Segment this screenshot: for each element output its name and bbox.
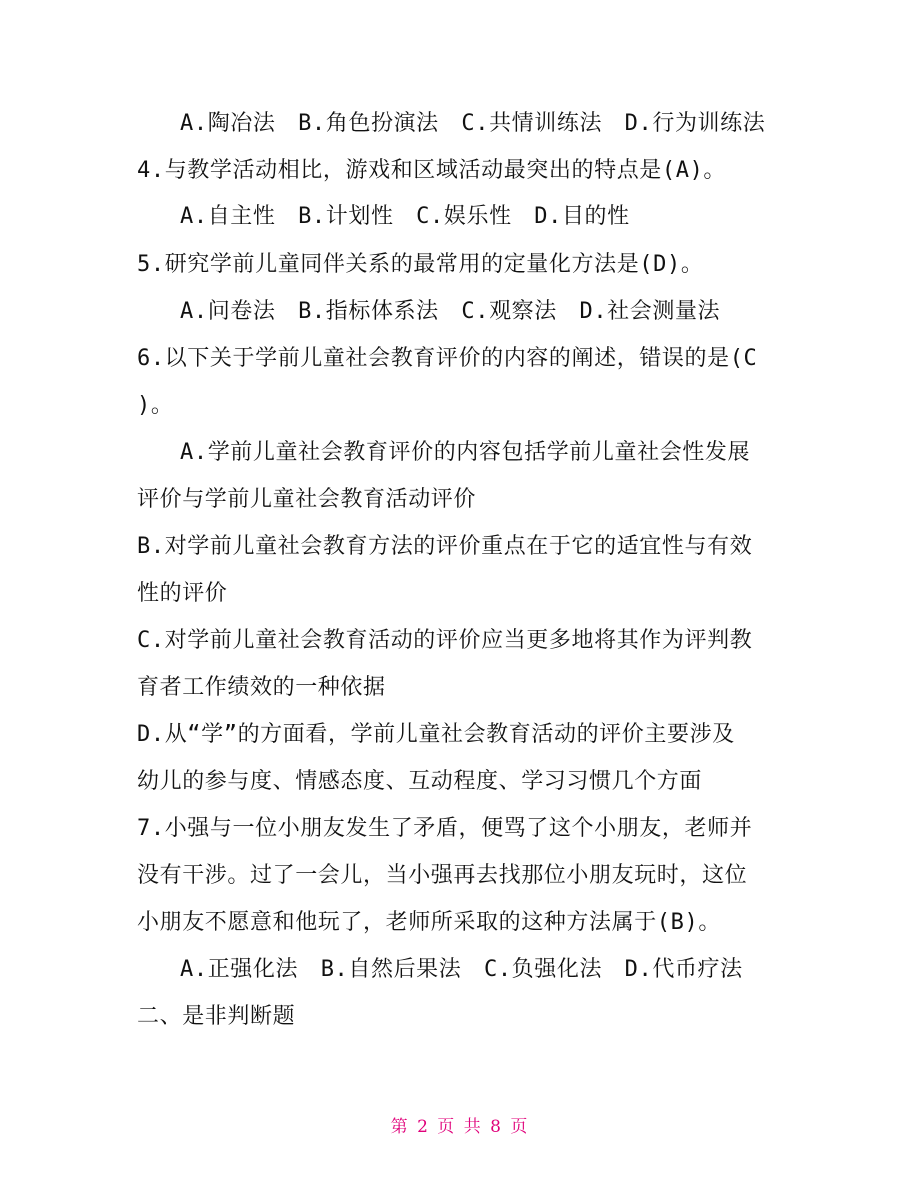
q6-option-c-line2: 育者工作绩效的一种依据 — [137, 675, 386, 700]
q5-question: 5.研究学前儿童同伴关系的最常用的定量化方法是(D)。 — [137, 252, 704, 277]
q7-question-line2: 没有干涉。过了一会儿，当小强再去找那位小朋友玩时，这位 — [137, 863, 748, 888]
q4-question: 4.与教学活动相比，游戏和区域活动最突出的特点是(A)。 — [137, 158, 727, 183]
q6-option-d-line1: D.从“学”的方面看，学前儿童社会教育活动的评价主要涉及 — [137, 722, 735, 747]
q7-question-line1: 7.小强与一位小朋友发生了矛盾，便骂了这个小朋友，老师并 — [137, 816, 753, 841]
q7-question-line3: 小朋友不愿意和他玩了，老师所采取的这种方法属于(B)。 — [137, 910, 721, 935]
q6-question-line1: 6.以下关于学前儿童社会教育评价的内容的阐述，错误的是(C — [137, 346, 758, 371]
q6-option-d-line2: 幼儿的参与度、情感态度、互动程度、学习习惯几个方面 — [137, 769, 703, 794]
q6-option-b-line1: B.对学前儿童社会教育方法的评价重点在于它的适宜性与有效 — [137, 534, 753, 559]
section-heading: 二、是非判断题 — [137, 1004, 296, 1029]
q6-option-a-line1: A.学前儿童社会教育评价的内容包括学前儿童社会性发展 — [180, 440, 751, 465]
q5-options: A.问卷法 B.指标体系法 C.观察法 D.社会测量法 — [180, 299, 721, 324]
q3-options: A.陶冶法 B.角色扮演法 C.共情训练法 D.行为训练法 — [180, 111, 766, 136]
q6-option-b-line2: 性的评价 — [137, 581, 228, 606]
q6-option-a-line2: 评价与学前儿童社会教育活动评价 — [137, 487, 477, 512]
q6-question-line2: )。 — [137, 393, 174, 418]
q7-options: A.正强化法 B.自然后果法 C.负强化法 D.代币疗法 — [180, 957, 743, 982]
q6-option-c-line1: C.对学前儿童社会教育活动的评价应当更多地将其作为评判教 — [137, 628, 753, 653]
page-number-footer: 第 2 页 共 8 页 — [390, 1117, 530, 1137]
q4-options: A.自主性 B.计划性 C.娱乐性 D.目的性 — [180, 204, 630, 229]
